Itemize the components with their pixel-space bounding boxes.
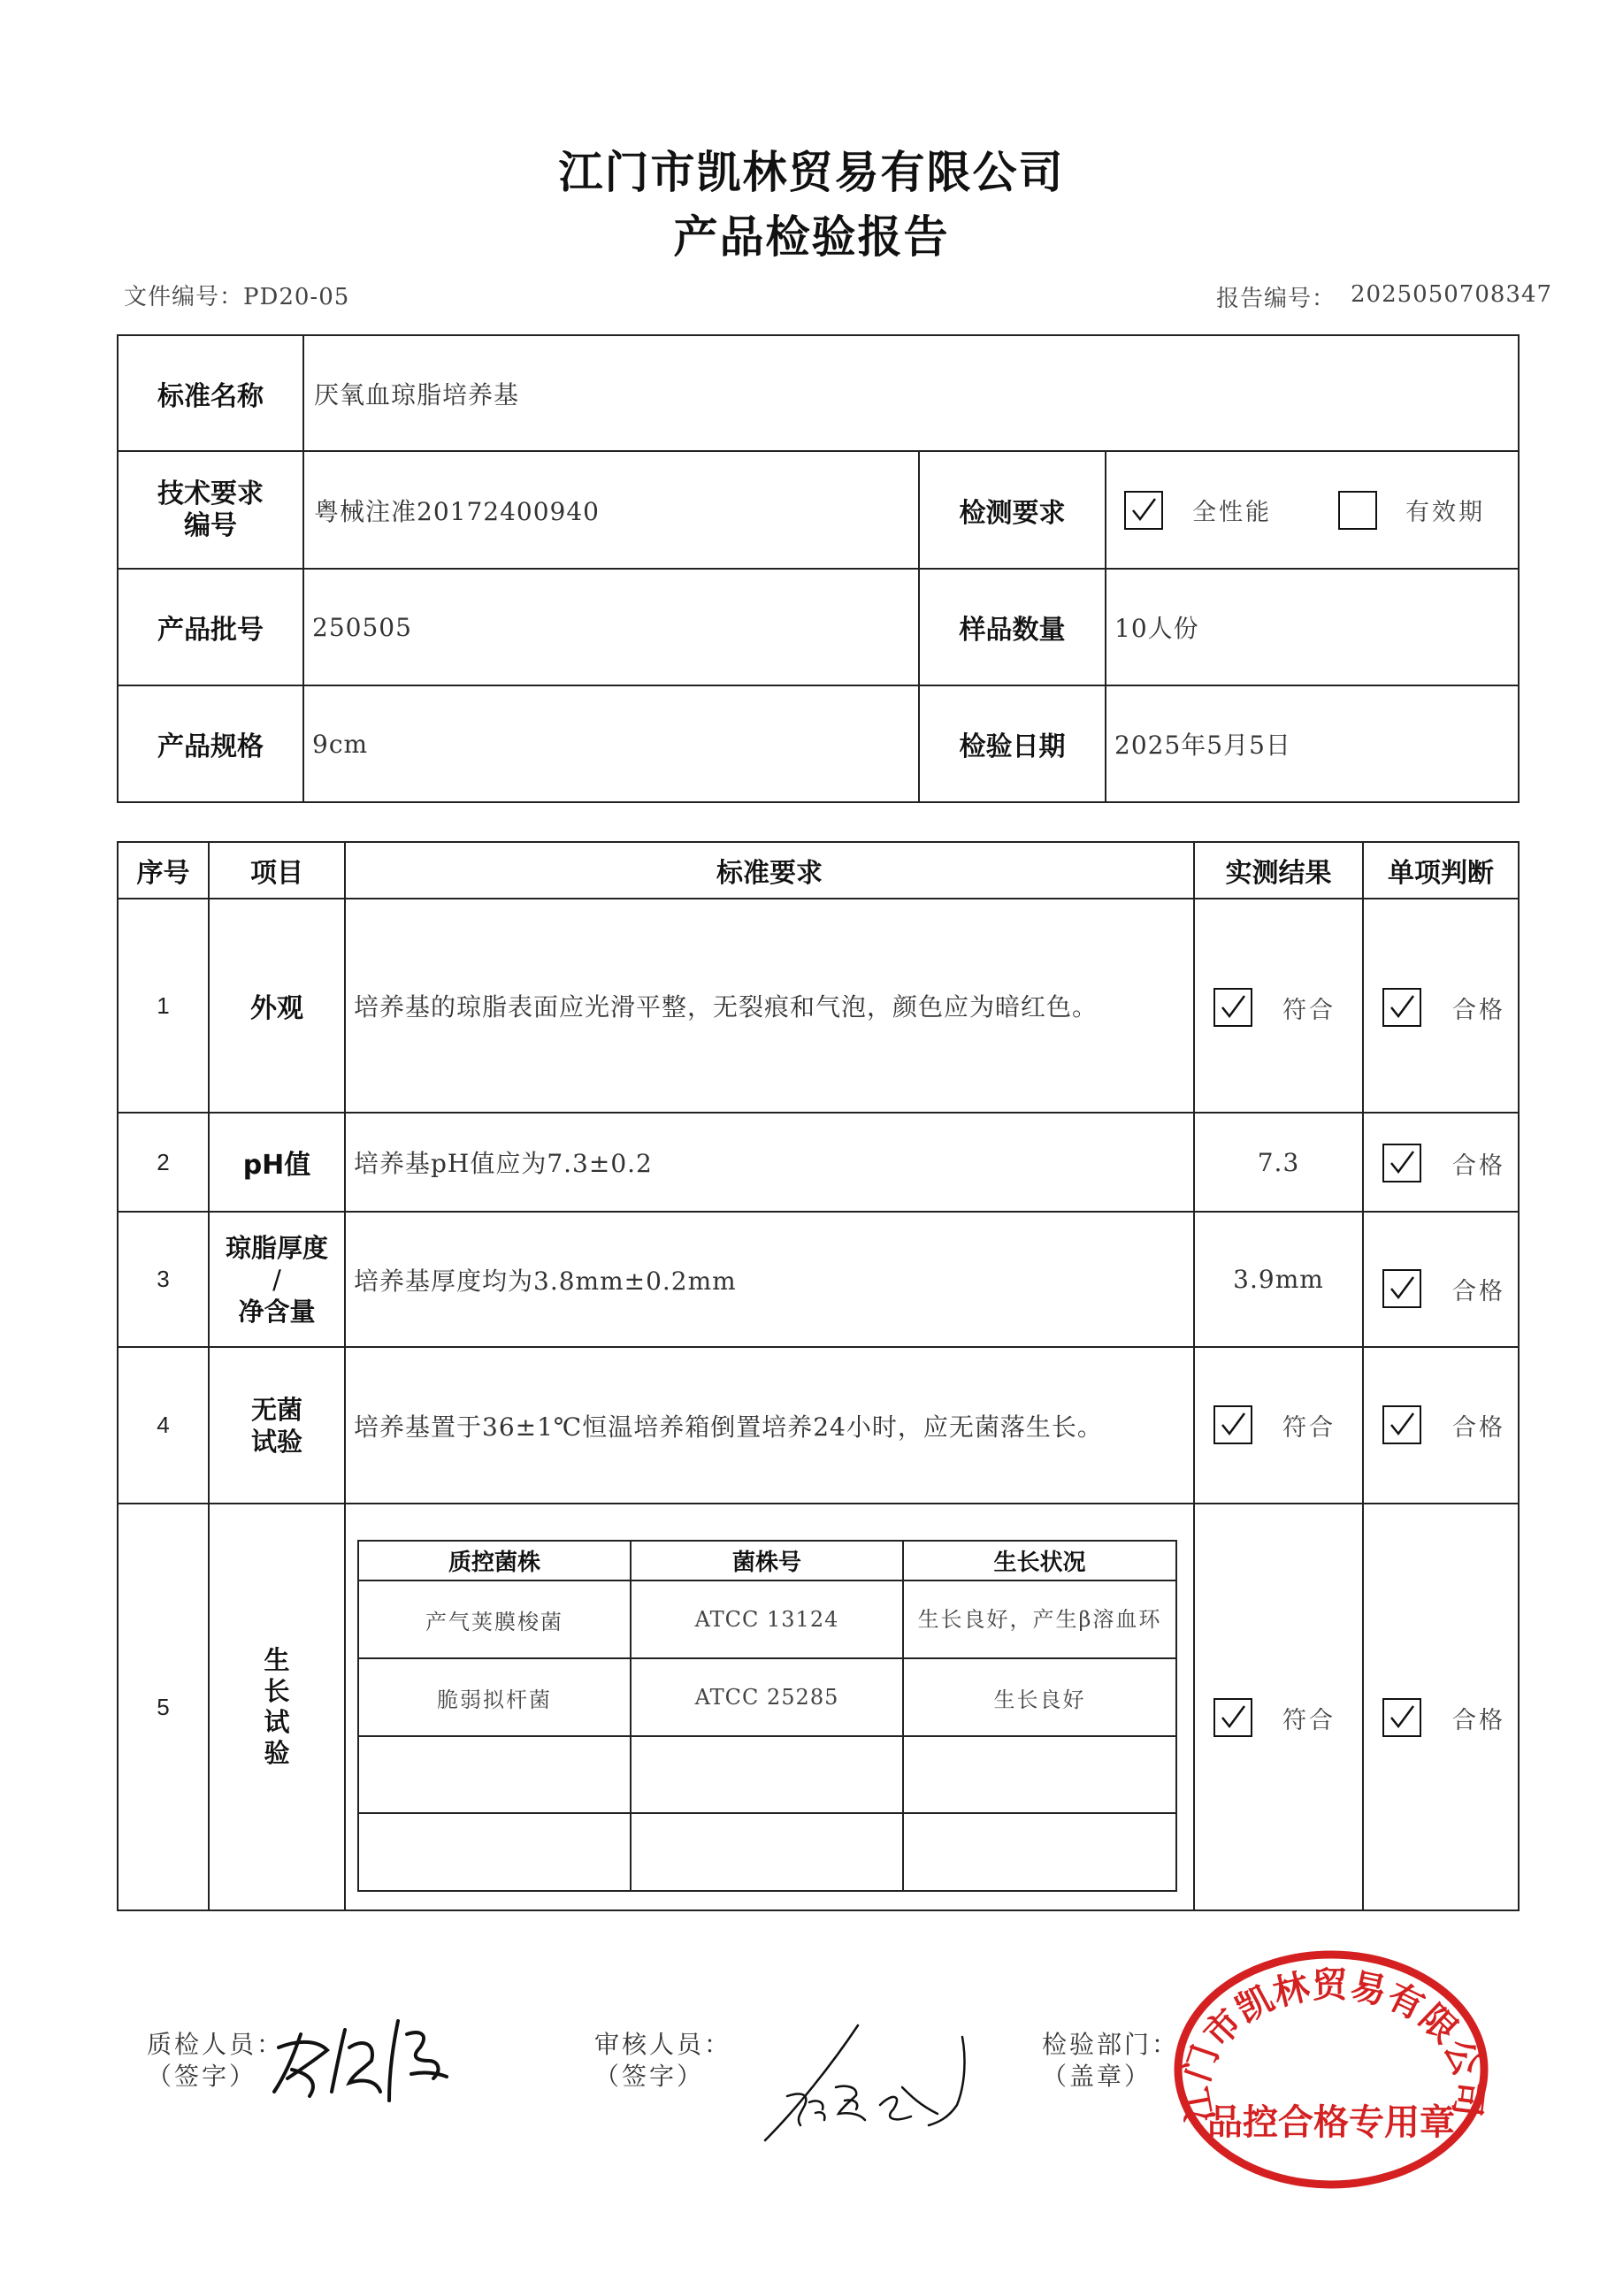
row5-result-checkbox[interactable] xyxy=(1213,1698,1252,1737)
row5-judge-checkbox[interactable] xyxy=(1382,1698,1421,1737)
checkmark-icon xyxy=(1386,1273,1418,1305)
row5-item-line3: 试 xyxy=(264,1707,290,1737)
inspector-signature xyxy=(265,2008,451,2105)
row3-item-line3: 净含量 xyxy=(238,1296,316,1327)
reviewer-sub: （签字） xyxy=(594,2062,705,2091)
row1-requirement: 培养基的琼脂表面应光滑平整，无裂痕和气泡，颜色应为暗红色。 xyxy=(354,992,1099,1022)
row4-result-checkbox[interactable] xyxy=(1213,1405,1252,1444)
standard-name-label: 标准名称 xyxy=(157,380,264,412)
full-performance-label: 全性能 xyxy=(1192,499,1272,526)
row4-item-line1: 无菌 xyxy=(250,1394,302,1425)
row2-judge-checkbox[interactable] xyxy=(1382,1144,1421,1182)
row5-item xyxy=(209,1504,345,1910)
growth-row2-status: 生长良好 xyxy=(993,1687,1086,1712)
company-name: 江门市凯林贸易有限公司 xyxy=(558,147,1065,198)
row4-item-line2: 试验 xyxy=(250,1426,302,1457)
sample-qty-label: 样品数量 xyxy=(959,615,1066,646)
row5-judge: 合格 xyxy=(1452,1707,1505,1734)
row3-no: 3 xyxy=(157,1266,170,1292)
row1-judge-checkbox[interactable] xyxy=(1382,988,1421,1027)
checkmark-icon xyxy=(1386,1147,1418,1179)
row1-item: 外观 xyxy=(250,993,303,1024)
row1-result-checkbox[interactable] xyxy=(1213,988,1252,1027)
col-header-judgement: 单项判断 xyxy=(1388,858,1494,889)
tech-req-value: 粤械注准20172400940 xyxy=(314,496,600,526)
spec-label: 产品规格 xyxy=(157,731,264,762)
dept-sub: （盖章） xyxy=(1042,2062,1152,2091)
row3-result: 3.9mm xyxy=(1233,1265,1324,1294)
row2-no: 2 xyxy=(157,1148,170,1175)
row5-item-line4: 验 xyxy=(264,1738,290,1768)
spec-value: 9cm xyxy=(312,729,369,759)
row4-judge: 合格 xyxy=(1452,1414,1505,1442)
inspector-label: 质检人员： xyxy=(147,2030,285,2059)
growth-row1-status xyxy=(907,1580,1173,1658)
row5-result: 符合 xyxy=(1282,1707,1336,1734)
growth-header-strain: 质控菌株 xyxy=(448,1550,540,1576)
row1-no: 1 xyxy=(157,991,170,1019)
growth-row3-empty xyxy=(358,1736,1176,1813)
row3-judge-checkbox[interactable] xyxy=(1382,1269,1421,1308)
checkmark-icon xyxy=(1217,1702,1249,1733)
row2-judge: 合格 xyxy=(1452,1152,1505,1180)
seal-bottom-text: 品控合格专用章 xyxy=(1207,2102,1455,2143)
inspector-sub: （签字） xyxy=(147,2062,257,2091)
report-title: 产品检验报告 xyxy=(673,211,950,263)
date-label: 检验日期 xyxy=(959,731,1066,762)
file-number: 文件编号：PD20-05 xyxy=(124,284,350,310)
col-header-item: 项目 xyxy=(250,858,303,889)
row2-result: 7.3 xyxy=(1257,1147,1300,1177)
seal-top-text: 江门市凯林贸易有限公司 xyxy=(1175,1964,1490,2126)
row3-item-line2: / xyxy=(272,1264,281,1295)
row1-result: 符合 xyxy=(1282,997,1336,1024)
tech-req-label-text: 技术要求编号 xyxy=(157,478,264,541)
col-header-no: 序号 xyxy=(136,858,190,889)
checkmark-icon xyxy=(1386,1702,1418,1733)
row4-requirement: 培养基置于36±1℃恒温培养箱倒置培养24小时，应无菌落生长。 xyxy=(354,1412,1103,1442)
report-number: 2025050708347 xyxy=(1351,281,1553,308)
growth-row2-code: ATCC 25285 xyxy=(694,1685,839,1710)
validity-label: 有效期 xyxy=(1405,499,1485,526)
row1-judge: 合格 xyxy=(1452,997,1505,1024)
full-performance-checkbox[interactable] xyxy=(1124,491,1163,530)
row3-judge: 合格 xyxy=(1452,1278,1505,1305)
row5-item-line1: 生 xyxy=(264,1645,290,1675)
col-header-requirement: 标准要求 xyxy=(716,858,823,889)
row5-no: 5 xyxy=(157,1693,170,1720)
growth-row1-code: ATCC 13124 xyxy=(694,1607,839,1632)
growth-header-code: 菌株号 xyxy=(731,1550,801,1576)
col-header-result: 实测结果 xyxy=(1225,858,1332,889)
checkmark-icon xyxy=(1217,991,1249,1023)
row4-no: 4 xyxy=(157,1412,170,1438)
checkmark-icon xyxy=(1128,494,1160,526)
report-number-label: 报告编号： xyxy=(1216,286,1336,312)
row3-requirement: 培养基厚度均为3.8mm±0.2mm xyxy=(354,1266,737,1296)
reviewer-label: 审核人员： xyxy=(594,2030,732,2059)
dept-label: 检验部门： xyxy=(1042,2030,1180,2059)
row3-item-line1: 琼脂厚度 xyxy=(225,1232,328,1263)
row3-item xyxy=(209,1212,345,1347)
row2-item: pH值 xyxy=(242,1150,311,1181)
company-seal xyxy=(1163,1941,1499,2198)
tech-req-label xyxy=(118,451,303,569)
growth-header-status: 生长状况 xyxy=(993,1550,1086,1576)
growth-row2-strain: 脆弱拟杆菌 xyxy=(437,1687,552,1712)
row4-item xyxy=(209,1347,345,1504)
growth-row1-strain: 产气荚膜梭菌 xyxy=(425,1609,563,1634)
row2-requirement: 培养基pH值应为7.3±0.2 xyxy=(354,1149,653,1178)
validity-checkbox[interactable] xyxy=(1338,491,1377,530)
growth-row4-empty xyxy=(358,1813,1176,1891)
row4-result: 符合 xyxy=(1282,1414,1336,1442)
checkmark-icon xyxy=(1386,991,1418,1023)
row5-item-line2: 长 xyxy=(264,1676,290,1706)
standard-name-value: 厌氧血琼脂培养基 xyxy=(314,379,520,409)
row4-judge-checkbox[interactable] xyxy=(1382,1405,1421,1444)
batch-value: 250505 xyxy=(312,612,412,642)
date-value: 2025年5月5日 xyxy=(1114,731,1291,760)
batch-label: 产品批号 xyxy=(157,615,264,646)
sample-qty-value: 10人份 xyxy=(1114,614,1199,643)
growth-row1-status-text: 生长良好，产生β溶血环 xyxy=(917,1607,1162,1632)
reviewer-signature xyxy=(761,2021,973,2145)
test-req-label: 检测要求 xyxy=(959,497,1066,529)
checkmark-icon xyxy=(1217,1409,1249,1441)
checkmark-icon xyxy=(1386,1409,1418,1441)
